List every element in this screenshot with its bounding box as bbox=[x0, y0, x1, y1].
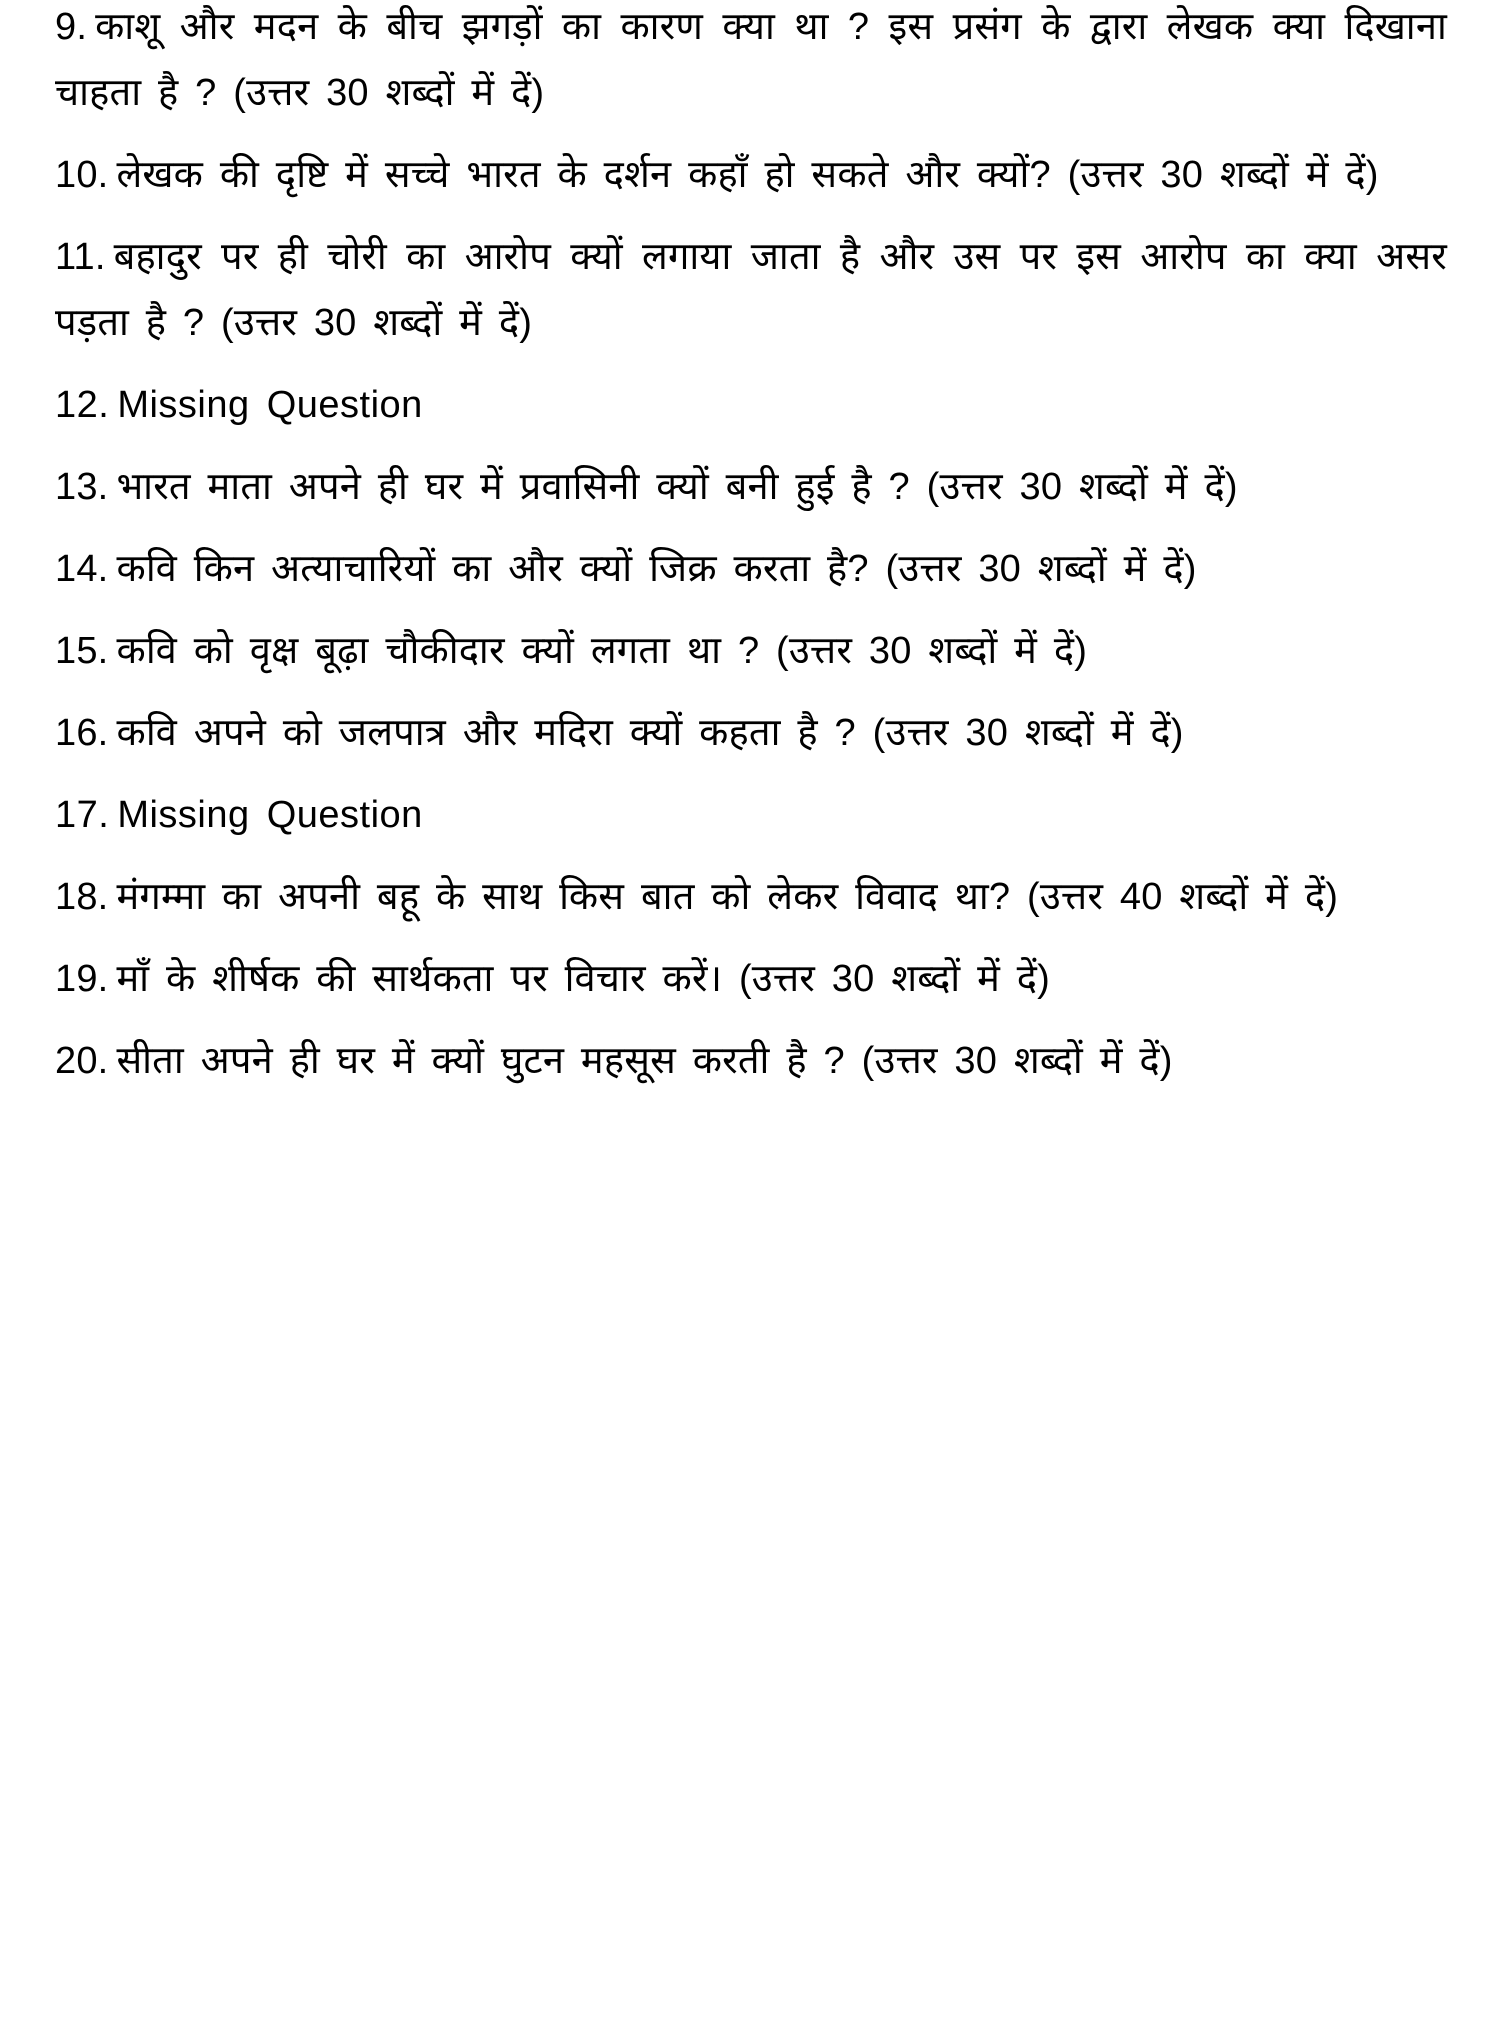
question-12 bbox=[55, 372, 1447, 438]
question-number: 18. bbox=[55, 876, 109, 918]
question-15 bbox=[55, 618, 1447, 684]
question-list bbox=[55, 0, 1447, 1110]
question-20 bbox=[55, 1028, 1447, 1094]
question-text: भारत माता अपने ही घर में प्रवासिनी क्यों बनी हुई है ? (उत्तर 30 शब्दों में दें) bbox=[116, 466, 1238, 508]
question-number: 9. bbox=[55, 6, 88, 48]
question-19 bbox=[55, 946, 1447, 1012]
question-number: 12. bbox=[55, 384, 110, 426]
question-number: 14. bbox=[55, 548, 109, 590]
question-text: मंगम्मा का अपनी बहू के साथ किस बात को लेकर विवाद था? (उत्तर 40 शब्दों में दें) bbox=[116, 876, 1339, 918]
question-17 bbox=[55, 782, 1447, 848]
question-text: कवि किन अत्याचारियों का और क्यों जिक्र करता है? (उत्तर 30 शब्दों में दें) bbox=[116, 548, 1197, 590]
question-text: लेखक की दृष्टि में सच्चे भारत के दर्शन कहाँ हो सकते और क्यों? (उत्तर 30 शब्दों में दें) bbox=[116, 154, 1379, 196]
question-13 bbox=[55, 454, 1447, 520]
question-number: 13. bbox=[55, 466, 109, 508]
question-9 bbox=[55, 0, 1447, 126]
question-10 bbox=[55, 142, 1447, 208]
question-text: Missing Question bbox=[117, 384, 423, 426]
question-text: Missing Question bbox=[117, 794, 423, 836]
question-number: 16. bbox=[55, 712, 109, 754]
question-text: सीता अपने ही घर में क्यों घुटन महसूस करती है ? (उत्तर 30 शब्दों में दें) bbox=[116, 1040, 1173, 1082]
question-text: माँ के शीर्षक की सार्थकता पर विचार करें। (उत्तर 30 शब्दों में दें) bbox=[116, 958, 1050, 1000]
question-number: 15. bbox=[55, 630, 109, 672]
question-11 bbox=[55, 224, 1447, 356]
question-14 bbox=[55, 536, 1447, 602]
question-16 bbox=[55, 700, 1447, 766]
question-text: काशू और मदन के बीच झगड़ों का कारण क्या था ? इस प्रसंग के द्वारा लेखक क्या दिखाना चाहता है ? (उत्तर 30 शब्दों में दें) bbox=[55, 6, 1447, 114]
question-18 bbox=[55, 864, 1447, 930]
question-number: 10. bbox=[55, 154, 109, 196]
question-text: बहादुर पर ही चोरी का आरोप क्यों लगाया जाता है और उस पर इस आरोप का क्या असर पड़ता है ? (उत्तर 30 शब्दों में दें) bbox=[55, 236, 1447, 344]
question-number: 19. bbox=[55, 958, 109, 1000]
question-number: 20. bbox=[55, 1040, 109, 1082]
question-text: कवि को वृक्ष बूढ़ा चौकीदार क्यों लगता था ? (उत्तर 30 शब्दों में दें) bbox=[116, 630, 1088, 672]
question-number: 11. bbox=[55, 236, 106, 278]
question-number: 17. bbox=[55, 794, 110, 836]
question-text: कवि अपने को जलपात्र और मदिरा क्यों कहता है ? (उत्तर 30 शब्दों में दें) bbox=[116, 712, 1184, 754]
